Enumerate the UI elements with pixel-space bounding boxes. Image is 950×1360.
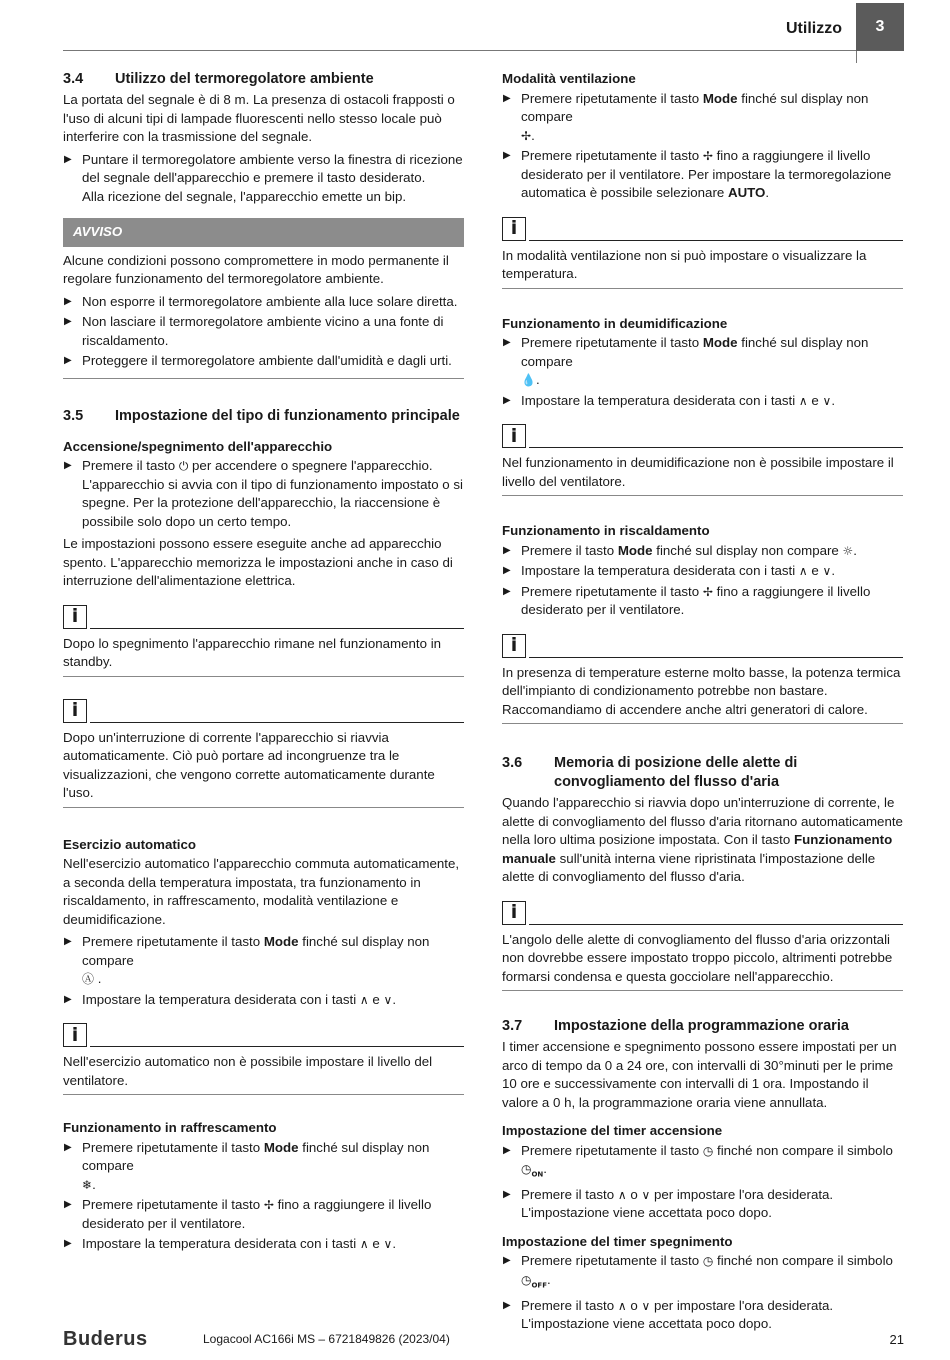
down-arrow-icon: ∨	[822, 564, 832, 578]
list-item: ▶ Impostare la temperatura desiderata con i tasti ∧ e ∨.	[502, 392, 903, 411]
list-item: ▶ Premere ripetutamente il tasto ✢ fino a raggiungere il livello desiderato per il ventilatore.	[63, 1196, 464, 1233]
list-item: ▶ Premere ripetutamente il tasto ✢ fino a raggiungere il livello desiderato per il ventilatore.	[502, 583, 903, 620]
clock-icon: ◷	[702, 1143, 714, 1158]
avviso-box	[63, 218, 464, 379]
info-icon: i	[63, 605, 87, 629]
s34-paragraph: La portata del segnale è di 8 m. La presenza di ostacoli frapposti o l'uso di alcuni tipi di lampade fluorescenti nello stesso locale può interferire con la trasmissione del segnale.	[63, 92, 455, 144]
up-arrow-icon: ∧	[359, 1237, 369, 1251]
up-arrow-icon: ∧	[798, 564, 808, 578]
list-item: ▶ Non lasciare il termoregolatore ambiente vicino a una fonte di riscaldamento.	[63, 313, 464, 350]
list-item: ▶ Premere ripetutamente il tasto Mode finché sul display non compare ✢.	[502, 90, 903, 146]
s34-list	[63, 151, 464, 207]
power-icon: ⏻	[178, 459, 189, 473]
s37-paragraph: I timer accensione e spegnimento possono essere impostati per un arco di tempo da 0 a 24 ore, con intervalli di 30°minuti per le prime 10 ore e successivamente con intervalli di 1 ora. Impostando il valore a 0 h, la programmazione oraria viene annullata.	[502, 1039, 897, 1110]
info-icon: i	[63, 699, 87, 723]
brand-logo: Buderus	[63, 1328, 148, 1350]
info-note: i L'angolo delle alette di convogliamento del flusso d'aria orizzontali non dovrebbe essere impostato troppo piccolo, altrimenti potrebbe formarsi condensa e questa gocciolare nell'apparecchio.	[502, 901, 903, 992]
info-note: i Dopo lo spegnimento l'apparecchio rimane nel funzionamento in standby.	[63, 605, 464, 677]
onoff-heading: Accensione/spegnimento dell'apparecchio	[63, 438, 333, 454]
up-arrow-icon: ∧	[798, 393, 808, 408]
list-item: ▶ Premere il tasto ⏻ per accendere o spegnere l'apparecchio. L'apparecchio si avvia con il tipo di funzionamento impostato o si spegne. Per la protezione dell'apparecchio, la riaccensione è possibile solo dopo un certo tempo.	[63, 457, 464, 531]
list-item: ▶ Non esporre il termoregolatore ambiente alla luce solare diretta.	[63, 293, 464, 312]
fan-icon: ✢	[702, 584, 713, 599]
header-title: Utilizzo	[786, 20, 842, 37]
up-arrow-icon: ∧	[617, 1187, 627, 1202]
list-item: ▶ Premere il tasto ∧ o ∨ per impostare l'ora desiderata. L'impostazione viene accettata poco dopo.	[502, 1297, 903, 1334]
info-icon: i	[502, 901, 526, 925]
list-item: ▶ Premere il tasto Mode finché sul display non compare ☼.	[502, 542, 903, 561]
info-icon: i	[502, 424, 526, 448]
down-arrow-icon: ∨	[383, 1237, 393, 1251]
header-rule	[63, 50, 904, 51]
list-item: ▶ Premere ripetutamente il tasto ✢ fino a raggiungere il livello desiderato per il ventilatore. Per impostare la termoregolazione automatica è possibile selezionare AUTO.	[502, 147, 903, 203]
snowflake-icon: ❄	[82, 1177, 93, 1192]
info-icon: i	[502, 634, 526, 658]
clock-off-icon: $◷_{OFF}$	[521, 1272, 547, 1290]
section-3-4-heading: 3.4 Utilizzo del termoregolatore ambiente	[63, 71, 374, 87]
avviso-label: AVVISO	[63, 218, 464, 247]
fan-heading: Modalità ventilazione	[502, 71, 636, 86]
s36-paragraph: Quando l'apparecchio si riavvia dopo un'interruzione di corrente, le alette di convogliamento del flusso d'aria ritornano automaticamente nella loro ultima posizione impostata. Con il tasto Funzionamento manuale sull'unità interna viene ripristinata l'impostazione delle alette di convogliamento del flusso d'aria.	[502, 795, 903, 884]
section-3-6-heading: 3.6 Memoria di posizione delle alette di convogliamento del flusso d'aria	[502, 755, 798, 790]
page-number: 21	[889, 1332, 904, 1347]
info-icon: i	[502, 217, 526, 241]
down-arrow-icon: ∨	[641, 1187, 651, 1202]
timer-off-heading: Impostazione del timer spegnimento	[502, 1233, 733, 1249]
fan-icon: ✢	[263, 1198, 274, 1212]
section-3-5-heading: 3.5 Impostazione del tipo di funzionamento principale	[63, 407, 460, 424]
info-note: i Nell'esercizio automatico non è possibile impostare il livello del ventilatore.	[63, 1023, 464, 1095]
auto-heading: Esercizio automatico	[63, 836, 197, 852]
up-arrow-icon: ∧	[359, 992, 369, 1007]
heat-heading: Funzionamento in riscaldamento	[502, 523, 710, 538]
clock-on-icon: $◷_{ON}$	[521, 1162, 544, 1179]
footer-document-id: Logacool AC166i MS – 6721849826 (2023/04)	[203, 1332, 450, 1346]
list-item: ▶ Premere ripetutamente il tasto Mode finché sul display non compare Ⓐ .	[63, 933, 464, 989]
list-item: ▶ Premere ripetutamente il tasto Mode finché sul display non compare ❄.	[63, 1139, 464, 1195]
info-icon: i	[63, 1023, 87, 1047]
clock-icon: ◷	[702, 1254, 714, 1269]
down-arrow-icon: ∨	[822, 393, 832, 408]
list-item: ▶ Premere il tasto ∧ o ∨ per impostare l'ora desiderata. L'impostazione viene accettata poco dopo.	[502, 1186, 903, 1223]
down-arrow-icon: ∨	[383, 992, 393, 1007]
sun-icon: ☼	[842, 543, 854, 558]
header-tick	[856, 51, 857, 63]
chapter-number-tab: 3	[856, 3, 904, 51]
list-item: ▶ Premere ripetutamente il tasto ◷ finché non compare il simbolo $◷_{ON}$.	[502, 1142, 903, 1184]
list-item: ▶ Premere ripetutamente il tasto Mode finché sul display non compare 💧.	[502, 334, 903, 390]
info-note: i In modalità ventilazione non si può impostare o visualizzare la temperatura.	[502, 217, 903, 289]
list-item: ▶ Impostare la temperatura desiderata con i tasti ∧ e ∨.	[63, 1235, 464, 1254]
section-3-7-heading: 3.7 Impostazione della programmazione oraria	[502, 1018, 849, 1034]
info-note: i Dopo un'interruzione di corrente l'apparecchio si riavvia automaticamente. Ciò può portare ad incongruenze tra le visualizzazioni, che vengono corrette automaticamente durante l'uso.	[63, 699, 464, 808]
info-note: i In presenza di temperature esterne molto basse, la potenza termica dell'impianto di condizionamento potrebbe non bastare. Raccomandiamo di accendere anche altri generatori di calore.	[502, 634, 903, 725]
list-item: ▶ Proteggere il termoregolatore ambiente dall'umidità e dagli urti.	[63, 352, 464, 371]
list-item: ▶ Impostare la temperatura desiderata con i tasti ∧ e ∨.	[63, 991, 464, 1010]
onoff-paragraph: Le impostazioni possono essere eseguite anche ad apparecchio spento. L'apparecchio memorizza le impostazioni anche in caso di interruzione dell'alimentazione elettrica.	[63, 536, 453, 588]
droplet-icon: 💧	[521, 373, 536, 387]
list-item: ▶ Puntare il termoregolatore ambiente verso la finestra di ricezione del segnale dell'apparecchio e premere il tasto desiderato. Alla ricezione del segnale, l'apparecchio emette un bip.	[63, 151, 464, 207]
list-item: ▶ Impostare la temperatura desiderata con i tasti ∧ e ∨.	[502, 562, 903, 581]
dry-heading: Funzionamento in deumidificazione	[502, 315, 728, 331]
fan-icon: ✢	[521, 128, 532, 143]
info-note: i Nel funzionamento in deumidificazione non è possibile impostare il livello del ventilatore.	[502, 424, 903, 496]
auto-paragraph: Nell'esercizio automatico l'apparecchio commuta automaticamente, a seconda della temperatura impostata, tra funzionamento in riscaldamento, in raffrescamento, modalità ventilazione e deumidificazione.	[63, 856, 460, 927]
cool-heading: Funzionamento in raffrescamento	[63, 1120, 277, 1135]
avviso-text: Alcune condizioni possono compromettere in modo permanente il regolare funzionamento del termoregolatore ambiente.	[63, 252, 449, 286]
right-column	[502, 70, 903, 1338]
timer-on-heading: Impostazione del timer accensione	[502, 1123, 723, 1138]
auto-mode-icon: Ⓐ	[82, 972, 95, 986]
list-item: ▶ Premere ripetutamente il tasto ◷ finché non compare il simbolo $◷_{OFF}$.	[502, 1252, 903, 1294]
up-arrow-icon: ∧	[617, 1298, 627, 1313]
left-column	[63, 70, 464, 1258]
down-arrow-icon: ∨	[641, 1298, 651, 1313]
fan-icon: ✢	[702, 149, 713, 163]
